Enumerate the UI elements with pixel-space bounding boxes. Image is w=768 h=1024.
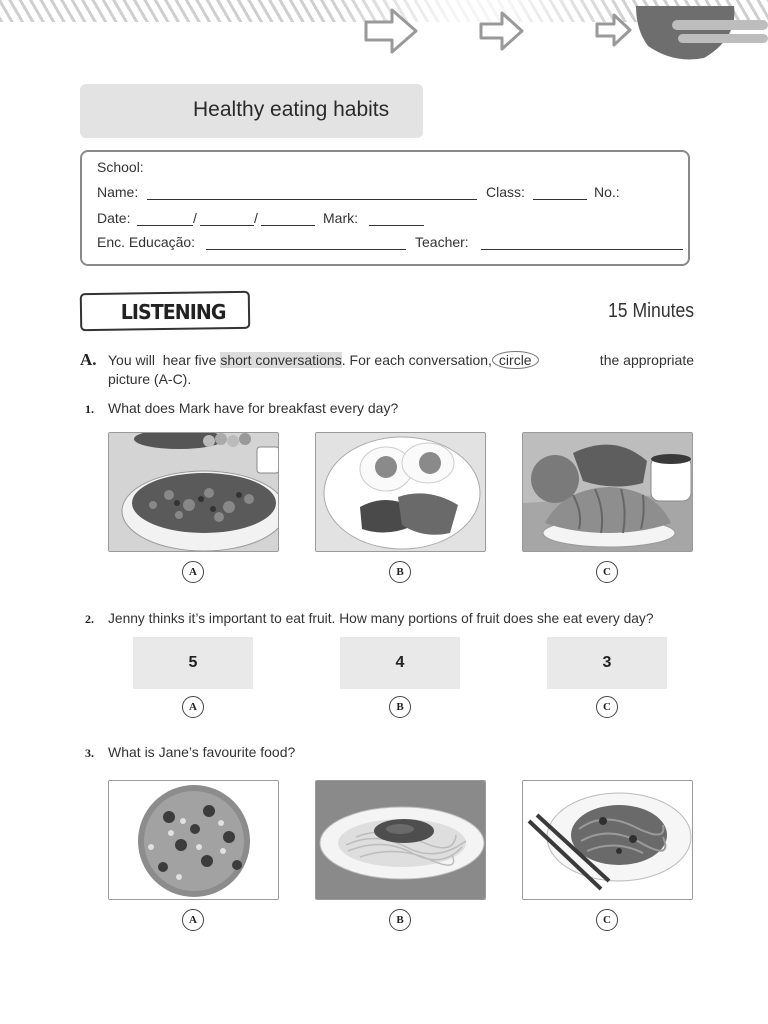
option-c-circle[interactable]: C [596, 909, 618, 931]
arrow-right-icon [478, 10, 526, 52]
question-number: 1. [85, 402, 94, 416]
instruction-text: . For each conversation, [341, 352, 492, 368]
spaghetti-photo[interactable] [315, 780, 486, 900]
option-a-circle[interactable]: A [182, 909, 204, 931]
listening-badge-label: LISTENING [120, 300, 226, 324]
mark-label: Mark: [323, 210, 358, 226]
question-number: 3. [85, 746, 94, 760]
date-day-line[interactable] [137, 224, 193, 226]
section-letter: A. [80, 350, 97, 369]
option-c-circle[interactable]: C [596, 561, 618, 583]
number-label: No.: [594, 184, 620, 200]
name-field-line[interactable] [147, 198, 477, 200]
pizza-photo[interactable] [108, 780, 279, 900]
instruction-circled-word: circle [492, 351, 539, 369]
instruction-highlight: short conversations [220, 352, 342, 368]
question-number: 2. [85, 612, 94, 626]
enc-educacao-label: Enc. Educação: [97, 234, 196, 250]
arrow-right-icon [594, 12, 634, 48]
date-separator: / [193, 210, 197, 226]
teacher-label: Teacher: [415, 234, 469, 250]
duration-label: 15 Minutes [608, 300, 695, 322]
teacher-field-line[interactable] [481, 248, 683, 250]
worksheet-title: Healthy eating habits [193, 98, 390, 121]
option-b-circle[interactable]: B [389, 561, 411, 583]
date-year-line[interactable] [261, 224, 315, 226]
question-text: Jenny thinks it’s important to eat fruit. How many portions of fruit does she eat every day? [108, 610, 654, 626]
noodles-with-chopsticks-photo[interactable] [522, 780, 693, 900]
question-text: What does Mark have for breakfast every day? [108, 400, 399, 416]
option-b-circle[interactable]: B [389, 909, 411, 931]
name-label: Name: [97, 184, 139, 200]
mark-field-line[interactable] [369, 224, 424, 226]
date-label: Date: [97, 210, 131, 226]
answer-box-b[interactable]: 4 [340, 637, 460, 689]
class-field-line[interactable] [533, 198, 587, 200]
option-c-circle[interactable]: C [596, 696, 618, 718]
answer-box-c[interactable]: 3 [547, 637, 667, 689]
eggs-and-bacon-photo[interactable] [315, 432, 486, 552]
answer-box-a[interactable]: 5 [133, 637, 253, 689]
croissant-and-coffee-photo[interactable] [522, 432, 693, 552]
instructions [108, 351, 694, 389]
enc-educacao-field-line[interactable] [206, 248, 406, 250]
date-month-line[interactable] [200, 224, 254, 226]
instruction-text: You will hear five [108, 352, 221, 368]
instruction-text: picture (A-C). [108, 371, 192, 387]
class-label: Class: [486, 184, 525, 200]
corner-decoration [634, 0, 768, 62]
option-b-circle[interactable]: B [389, 696, 411, 718]
question-text: What is Jane’s favourite food? [108, 744, 296, 760]
school-label: School: [97, 159, 144, 175]
cereal-bowl-photo[interactable] [108, 432, 279, 552]
instruction-text: the appropriate [592, 352, 694, 368]
date-separator: / [254, 210, 258, 226]
option-a-circle[interactable]: A [182, 561, 204, 583]
option-a-circle[interactable]: A [182, 696, 204, 718]
arrow-right-icon [362, 6, 420, 56]
